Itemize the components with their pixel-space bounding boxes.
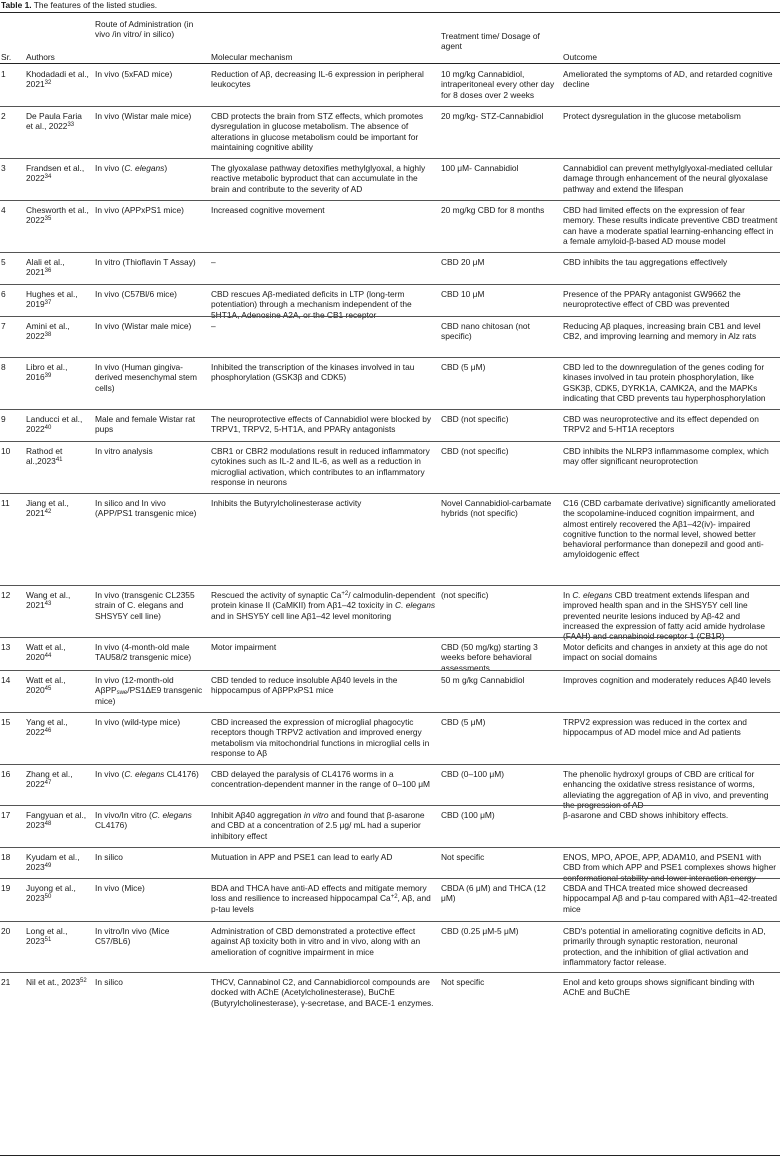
cell-sr: 16 xyxy=(1,769,11,779)
cell-route: In vivo (Mice) xyxy=(95,883,145,893)
cell-dosage: CBD (50 mg/kg) starting 3 weeks before behavioral assessments xyxy=(441,642,538,673)
cell-route: In vivo (C. elegans) xyxy=(95,163,168,173)
cell-dosage: CBDA (6 μM) and THCA (12 μM) xyxy=(441,883,546,904)
cell-dosage: 10 mg/kg Cannabidiol, intraperitoneal every other day for 8 doses over 2 weeks xyxy=(441,69,555,100)
cell-authors: Amini et al., 2022$^{38}$ xyxy=(26,321,70,342)
cell-mechanism: Increased cognitive movement xyxy=(211,205,325,215)
cell-route: In vivo/In vitro (C. elegans CL4176) xyxy=(95,810,192,831)
cell-sr: 21 xyxy=(1,977,11,987)
cell-authors: Hughes et al., 2019$^{37}$ xyxy=(26,289,78,310)
cell-sr: 11 xyxy=(1,498,10,508)
cell-authors: Rathod et al.,2023$^{41}$ xyxy=(26,446,63,467)
cell-route: In vivo (wild-type mice) xyxy=(95,717,181,727)
cell-mechanism: Inhibits the Butyrylcholinesterase activity xyxy=(211,498,362,508)
cell-authors: Chesworth et al., 2022$^{35}$ xyxy=(26,205,89,226)
cell-mechanism: Inhibited the transcription of the kinases involved in tau phosphorylation (GSK3β and CDK5) xyxy=(211,362,415,383)
row-divider xyxy=(0,106,780,107)
cell-route: In vitro analysis xyxy=(95,446,153,456)
cell-outcome: β-asarone and CBD shows inhibitory effects. xyxy=(563,810,729,820)
row-divider xyxy=(0,637,780,638)
column-header-outcome: Outcome xyxy=(563,52,597,62)
cell-authors: Jiang et al., 2021$^{42}$ xyxy=(26,498,69,519)
cell-dosage: CBD (not specific) xyxy=(441,414,509,424)
cell-dosage: Not specific xyxy=(441,977,485,987)
row-divider xyxy=(0,284,780,285)
cell-authors: Landucci et al., 2022$^{40}$ xyxy=(26,414,83,435)
column-header-dosage: Treatment time/ Dosage of agent xyxy=(441,31,540,52)
cell-mechanism: CBD increased the expression of microglial phagocytic receptors though TRPV2 activation and improved energy metabolism via mitochondrial functions in microglial cells in response to Aβ xyxy=(211,717,430,758)
cell-dosage: 20 mg/kg- STZ-Cannabidiol xyxy=(441,111,544,121)
cell-authors: Yang et al., 2022$^{46}$ xyxy=(26,717,68,738)
cell-outcome: CBD had limited effects on the expression of fear memory. These results indicate preventive CBD treatment can have a moderate spatial learning-enhancing effect in a female amyloid-β-based AD mouse model xyxy=(563,205,778,246)
cell-mechanism: Motor impairment xyxy=(211,642,277,652)
row-divider xyxy=(0,921,780,922)
cell-authors: Khodadadi et al., 2021$^{32}$ xyxy=(26,69,89,90)
cell-sr: 20 xyxy=(1,926,11,936)
cell-authors: Watt et al., 2020$^{45}$ xyxy=(26,675,66,696)
cell-sr: 6 xyxy=(1,289,6,299)
cell-dosage: (not specific) xyxy=(441,590,489,600)
row-divider xyxy=(0,252,780,253)
cell-dosage: CBD (0–100 μM) xyxy=(441,769,505,779)
row-divider xyxy=(0,670,780,671)
cell-authors: Watt et al., 2020$^{44}$ xyxy=(26,642,66,663)
table-bottom-rule xyxy=(0,1155,780,1156)
row-divider xyxy=(0,357,780,358)
row-divider xyxy=(0,847,780,848)
cell-sr: 13 xyxy=(1,642,11,652)
table-caption xyxy=(1,0,157,11)
cell-mechanism: The neuroprotective effects of Cannabidiol were blocked by TRPV1, TRPV2, 5-HT1A, and PPARγ antagonists xyxy=(211,414,432,435)
cell-route: In vivo (4-month-old male TAU58/2 transgenic mice) xyxy=(95,642,192,663)
cell-sr: 17 xyxy=(1,810,11,820)
cell-mechanism: THCV, Cannabinol C2, and Cannabidiorcol compounds are docked with AChE (Acetylcholinesterase), BuChE (Butyrylcholinesterase), γ-secretase, and BACE-1 enzymes. xyxy=(211,977,434,1008)
cell-dosage: Novel Cannabidiol-carbamate hybrids (not specific) xyxy=(441,498,552,519)
cell-authors: Zhang et al., 2022$^{47}$ xyxy=(26,769,73,790)
cell-route: In silico xyxy=(95,852,123,862)
row-divider xyxy=(0,158,780,159)
cell-dosage: 100 μM- Cannabidiol xyxy=(441,163,519,173)
row-divider xyxy=(0,878,780,879)
table-header-rule xyxy=(0,63,780,64)
column-header-sr: Sr. xyxy=(1,52,12,62)
cell-route: In silico xyxy=(95,977,123,987)
cell-route: In vivo (Human gingiva-derived mesenchymal stem cells) xyxy=(95,362,197,393)
row-divider xyxy=(0,493,780,494)
cell-dosage: CBD (0.25 μM-5 μM) xyxy=(441,926,519,936)
cell-sr: 7 xyxy=(1,321,6,331)
row-divider xyxy=(0,316,780,317)
cell-sr: 2 xyxy=(1,111,6,121)
cell-outcome: Ameliorated the symptoms of AD, and retarded cognitive decline xyxy=(563,69,773,90)
table-top-rule xyxy=(0,12,780,13)
cell-outcome: Improves cognition and moderately reduces Aβ40 levels xyxy=(563,675,771,685)
cell-outcome: In C. elegans CBD treatment extends lifespan and improved health span and in the SHSY5Y cell line prevented neurite lesions induced by Aβ-42 and increased the expression of fatty acid amide hydrolase (FAAH) and cannabinoid receptor 1 (CB1R) xyxy=(563,590,766,642)
cell-sr: 5 xyxy=(1,257,6,267)
cell-route: In vivo (transgenic CL2355 strain of C. elegans and SHSY5Y cell line) xyxy=(95,590,195,621)
cell-outcome: CBD inhibits the NLRP3 inflammasome complex, which may offer significant neuroprotection xyxy=(563,446,769,467)
cell-mechanism: Inhibit Aβ40 aggregation in vitro and found that β-asarone and CBD at a concentration of 2.5 μg/ mL had a superior inhibitory effect xyxy=(211,810,425,841)
column-header-route: Route of Administration (in vivo /in vitro/ in silico) xyxy=(95,19,194,40)
cell-sr: 9 xyxy=(1,414,6,424)
cell-dosage: CBD nano chitosan (not specific) xyxy=(441,321,530,342)
cell-mechanism: CBD rescues Aβ-mediated deficits in LTP (long-term potentiation) through a mechanism independent of the 5HT1A, Adenosine A2A, or the CB1 receptor xyxy=(211,289,412,320)
cell-dosage: 50 m g/kg Cannabidiol xyxy=(441,675,525,685)
cell-outcome: CBDA and THCA treated mice showed decreased hippocampal Aβ and p-tau compared with Aβ1–42-treated mice xyxy=(563,883,778,914)
column-header-mechanism: Molecular mechanism xyxy=(211,52,293,62)
cell-sr: 19 xyxy=(1,883,11,893)
row-divider xyxy=(0,764,780,765)
cell-outcome: Motor deficits and changes in anxiety at this age do not impact on social domains xyxy=(563,642,768,663)
cell-outcome: Enol and keto groups shows significant binding with AChE and BuChE xyxy=(563,977,755,998)
cell-sr: 1 xyxy=(1,69,6,79)
cell-outcome: CBD led to the downregulation of the genes coding for kinases involved in tau protein phosphorylation, like GSK3β, CDK5, DYRK1A, CAMK2A, and the MAPKs indicating that CBD prevents tau hyperphosphorylation xyxy=(563,362,766,403)
row-divider xyxy=(0,972,780,973)
cell-route: In vitro/In vivo (Mice C57/BL6) xyxy=(95,926,170,947)
cell-mechanism: – xyxy=(211,257,216,267)
row-divider xyxy=(0,712,780,713)
cell-route: In vivo (Wistar male mice) xyxy=(95,111,192,121)
cell-outcome: CBD was neuroprotective and its effect depended on TRPV2 and 5-HT1A receptors xyxy=(563,414,759,435)
cell-sr: 14 xyxy=(1,675,11,685)
cell-mechanism: – xyxy=(211,321,216,331)
cell-outcome: The phenolic hydroxyl groups of CBD are critical for enhancing the oxidative stress resistance of worms, alleviating the aggregation of Aβ in vivo, and preventing the progression of AD xyxy=(563,769,769,810)
cell-mechanism: Mutuation in APP and PSE1 can lead to early AD xyxy=(211,852,393,862)
cell-outcome: Presence of the PPARγ antagonist GW9662 the neuroprotective effect of CBD was prevented xyxy=(563,289,741,310)
cell-route: Male and female Wistar rat pups xyxy=(95,414,196,435)
cell-mechanism: The glyoxalase pathway detoxifies methylglyoxal, a highly reactive metabolic byproduct that can accumulate in the brain and contribute to the severity of AD xyxy=(211,163,426,194)
cell-mechanism: CBD protects the brain from STZ effects, which promotes dysregulation in glucose metabolism. The absence of alterations in glucose metabolism could be important for maintaining cognitive ability xyxy=(211,111,424,152)
cell-dosage: Not specific xyxy=(441,852,485,862)
cell-sr: 4 xyxy=(1,205,6,215)
cell-authors: Fangyuan et al., 2023$^{48}$ xyxy=(26,810,87,831)
cell-dosage: CBD (not specific) xyxy=(441,446,509,456)
row-divider xyxy=(0,200,780,201)
cell-authors: Juyong et al., 2023$^{50}$ xyxy=(26,883,76,904)
cell-authors: De Paula Faria et al., 2022$^{33}$ xyxy=(26,111,82,132)
cell-mechanism: CBR1 or CBR2 modulations result in reduced inflammatory cytokines such as IL-2 and IL-6, as well as a reduction in microglial activation, which contributes to an inflammatory response in neurons xyxy=(211,446,430,487)
column-header-authors: Authors xyxy=(26,52,55,62)
cell-mechanism: Administration of CBD demonstrated a protective effect against Aβ toxicity both in vitro and in vivo, along with an amelioration of cognitive impairment in mice xyxy=(211,926,421,957)
cell-route: In vivo (C. elegans CL4176) xyxy=(95,769,199,779)
cell-outcome: C16 (CBD carbamate derivative) significantly ameliorated the scopolamine-induced cognition impairment, and almost entirely recovered the Aβ1–42(iv)- impaired cognitive function to the normal level, showed better behavioral performance than donepezil and good anti-amyloidogenic effect xyxy=(563,498,776,560)
cell-mechanism: BDA and THCA have anti-AD effects and mitigate memory loss and resilience to increased hippocampal $Ca^{+2}$, Aβ, and p-tau levels xyxy=(211,883,431,914)
cell-sr: 15 xyxy=(1,717,11,727)
cell-outcome: CBD inhibits the tau aggregations effectively xyxy=(563,257,728,267)
cell-dosage: CBD 10 μM xyxy=(441,289,485,299)
cell-sr: 3 xyxy=(1,163,6,173)
cell-route: In vivo (APPxPS1 mice) xyxy=(95,205,184,215)
cell-dosage: CBD (5 μM) xyxy=(441,717,486,727)
cell-dosage: CBD (5 μM) xyxy=(441,362,486,372)
table-label: Table 1. xyxy=(1,0,32,10)
row-divider xyxy=(0,805,780,806)
cell-authors: Long et al., 2023$^{51}$ xyxy=(26,926,68,947)
row-divider xyxy=(0,409,780,410)
row-divider xyxy=(0,441,780,442)
cell-authors: Nil et at., 2023$^{52}$ xyxy=(26,977,87,987)
cell-dosage: CBD (100 μM) xyxy=(441,810,495,820)
cell-authors: Kyudam et al., 2023$^{49}$ xyxy=(26,852,80,873)
cell-route: In vivo (C57Bl/6 mice) xyxy=(95,289,177,299)
cell-authors: Libro et al., 2016$^{39}$ xyxy=(26,362,68,383)
cell-outcome: TRPV2 expression was reduced in the cortex and hippocampus of AD model mice and Ad patients xyxy=(563,717,747,738)
cell-route: In vivo (12-month-old AβPP$_{swe}$/PS1ΔE9 transgenic mice) xyxy=(95,675,203,706)
cell-outcome: ENOS, MPO, APOE, APP, ADAM10, and PSEN1 with CBD from which APP and PSE1 complexes shows higher conformational stability and lower interaction energy xyxy=(563,852,777,883)
cell-mechanism: CBD tended to reduce insoluble Aβ40 levels in the hippocampus of AβPPxPS1 mice xyxy=(211,675,398,696)
cell-mechanism: Rescued the activity of synaptic $Ca^{+2}/$ calmodulin-dependent protein kinase II (CaMKII) from Aβ1–42 toxicity in C. elegans and in SHSY5Y cell line Aβ1–42 level monitoring xyxy=(211,590,436,621)
cell-sr: 10 xyxy=(1,446,11,456)
table-caption-text: The features of the listed studies. xyxy=(33,0,158,10)
cell-authors: Wang et al., 2021$^{43}$ xyxy=(26,590,71,611)
cell-mechanism: Reduction of Aβ, decreasing IL-6 expression in peripheral leukocytes xyxy=(211,69,424,90)
cell-authors: Alali et al., 2021$^{36}$ xyxy=(26,257,65,278)
cell-sr: 18 xyxy=(1,852,11,862)
cell-sr: 8 xyxy=(1,362,6,372)
cell-route: In silico and In vivo (APP/PS1 transgenic mice) xyxy=(95,498,197,519)
cell-route: In vivo (Wistar male mice) xyxy=(95,321,192,331)
cell-outcome: Protect dysregulation in the glucose metabolism xyxy=(563,111,741,121)
cell-route: In vitro (Thioflavin T Assay) xyxy=(95,257,196,267)
cell-outcome: Cannabidiol can prevent methylglyoxal-mediated cellular damage through enhancement of the neural glyoxalase pathway and extend the lifespan xyxy=(563,163,773,194)
cell-dosage: CBD 20 μM xyxy=(441,257,485,267)
cell-sr: 12 xyxy=(1,590,11,600)
cell-outcome: CBD's potential in ameliorating cognitive deficits in AD, primarily through synaptic restoration, neuronal protection, and the inhibition of glial activation and inflammatory factor release. xyxy=(563,926,766,967)
cell-route: In vivo (5xFAD mice) xyxy=(95,69,173,79)
cell-authors: Frandsen et al., 2022$^{34}$ xyxy=(26,163,85,184)
cell-outcome: Reducing Aβ plaques, increasing brain CB1 and level CB2, and improving learning and memory in Alz rats xyxy=(563,321,761,342)
cell-mechanism: CBD delayed the paralysis of CL4176 worms in a concentration-dependent manner in the range of 0–100 μM xyxy=(211,769,431,790)
row-divider xyxy=(0,585,780,586)
cell-dosage: 20 mg/kg CBD for 8 months xyxy=(441,205,545,215)
